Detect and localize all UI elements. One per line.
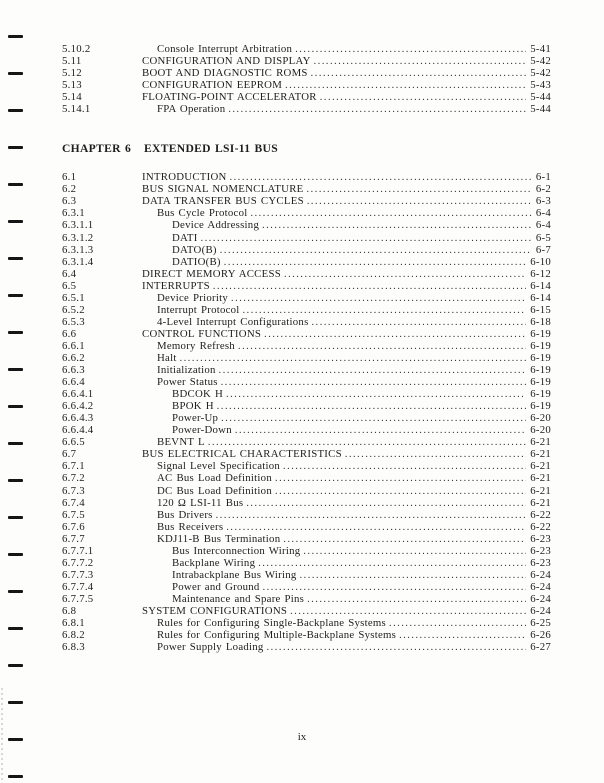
toc-entry-page: 6-20	[530, 412, 551, 425]
toc-row	[62, 436, 551, 448]
toc-entry-page: 6-24	[530, 592, 551, 605]
toc-row	[62, 545, 551, 557]
toc-entry-page: 6-23	[530, 556, 551, 569]
toc-entry-title: Device Addressing	[172, 219, 260, 232]
toc-entry-number: 6.6.3	[62, 364, 85, 377]
toc-row	[62, 593, 551, 605]
toc-entry-title: BPOK H	[172, 400, 214, 413]
toc-row	[62, 400, 551, 412]
toc-entry-page: 6-4	[535, 207, 551, 220]
toc-entry-title: Power-Down	[172, 424, 232, 437]
toc-entry-number: 6.7	[62, 448, 77, 461]
toc-entry-number: 6.7.7.4	[62, 580, 94, 593]
toc-row	[62, 232, 551, 244]
toc-entry-title: Signal Level Specification	[157, 460, 281, 473]
toc-row	[62, 605, 551, 617]
toc-entry-title: INTRODUCTION	[142, 171, 227, 184]
toc-entry-page: 6-21	[530, 460, 551, 473]
toc-entry-page: 6-21	[530, 448, 551, 461]
toc-row	[62, 207, 551, 219]
toc-row	[62, 485, 551, 497]
toc-entry-title: Halt	[157, 351, 177, 364]
toc-entry-number: 6.7.7.1	[62, 544, 94, 557]
toc-row	[62, 364, 551, 376]
toc-entry-page: 6-26	[530, 629, 551, 642]
toc-entry-page: 6-7	[535, 243, 551, 256]
toc-row	[62, 79, 551, 91]
toc-entry-number: 6.6.4.2	[62, 400, 94, 413]
toc-entry-title: Bus Interconnection Wiring	[172, 544, 301, 557]
toc-entry-number: 6.8	[62, 604, 77, 617]
toc-entry-number: 6.7.5	[62, 508, 85, 521]
toc-entry-number: 6.6.1	[62, 339, 85, 352]
toc-entry-title: DATA TRANSFER BUS CYCLES	[142, 195, 304, 208]
toc-entry-page: 6-21	[530, 472, 551, 485]
toc-entry-number: 5.10.2	[62, 43, 91, 55]
toc-entry-title: DATIO(B)	[172, 255, 221, 268]
toc-row	[62, 43, 551, 55]
toc-entry-page: 6-19	[530, 364, 551, 377]
toc-entry-title: Intrabackplane Bus Wiring	[172, 568, 297, 581]
toc-row	[62, 581, 551, 593]
toc-entry-title: BEVNT L	[157, 436, 205, 449]
toc-row	[62, 424, 551, 436]
toc-entry-number: 6.6	[62, 327, 77, 340]
binding-mark	[8, 590, 23, 593]
toc-entry-title: Initialization	[157, 364, 216, 377]
toc-entry-page: 6-1	[535, 171, 551, 184]
toc-entry-title: DATO(B)	[172, 243, 217, 256]
binding-mark	[8, 35, 23, 38]
toc-row	[62, 195, 551, 207]
binding-mark	[8, 405, 23, 408]
toc-row	[62, 617, 551, 629]
toc-entry-title: Power and Ground	[172, 580, 260, 593]
toc-entry-page: 6-22	[530, 508, 551, 521]
toc-sections	[62, 43, 551, 653]
toc-entry-title: CONFIGURATION EEPROM	[142, 79, 283, 92]
toc-entry-page: 6-25	[530, 617, 551, 630]
toc-entry-page: 6-24	[530, 580, 551, 593]
toc-entry-number: 6.6.4.4	[62, 424, 94, 437]
binding-mark	[8, 72, 23, 75]
binding-mark	[8, 109, 23, 112]
binding-mark	[8, 368, 23, 371]
toc-entry-number: 5.13	[62, 79, 82, 92]
toc-entry-title: Backplane Wiring	[172, 556, 256, 569]
toc-row	[62, 472, 551, 484]
toc-entry-title: Device Priority	[157, 291, 229, 304]
toc-entry-title: CONTROL FUNCTIONS	[142, 327, 262, 340]
toc-entry-title: AC Bus Load Definition	[157, 472, 272, 485]
toc-entry-title: Power-Up	[172, 412, 219, 425]
toc-row	[62, 171, 551, 183]
toc-entry	[142, 641, 551, 654]
binding-mark	[8, 331, 23, 334]
toc-entry-title: DC Bus Load Definition	[157, 484, 272, 497]
toc-entry-title: BOOT AND DIAGNOSTIC ROMS	[142, 67, 308, 80]
toc-entry-number: 6.3.1	[62, 207, 85, 220]
binding-mark	[8, 516, 23, 519]
toc-row	[62, 219, 551, 231]
chapter-label: CHAPTER 6	[62, 142, 132, 156]
toc-entry-number: 6.7.7.3	[62, 568, 94, 581]
toc-entry-number: 6.5.2	[62, 303, 85, 316]
toc-entry-number: 6.7.7.5	[62, 592, 94, 605]
toc-entry-page: 6-24	[530, 568, 551, 581]
toc-entry-title: Rules for Configuring Multiple-Backplane Systems	[157, 629, 397, 642]
chapter-heading	[62, 142, 551, 155]
toc-entry-title: BUS ELECTRICAL CHARACTERISTICS	[142, 448, 342, 461]
toc-entry-number: 5.14.1	[62, 103, 91, 116]
toc-entry-page: 6-19	[530, 327, 551, 340]
toc-entry-number: 6.6.4	[62, 376, 85, 389]
toc-entry-title: Rules for Configuring Single-Backplane Systems	[157, 617, 387, 630]
binding-mark	[8, 183, 23, 186]
toc-row	[62, 509, 551, 521]
toc-row	[62, 557, 551, 569]
toc-entry-title: Maintenance and Spare Pins	[172, 592, 305, 605]
toc-entry-number: 6.6.5	[62, 436, 85, 449]
toc-entry-page: 6-19	[530, 400, 551, 413]
toc-entry-page: 6-18	[530, 315, 551, 328]
toc-row	[62, 256, 551, 268]
binding-mark	[8, 775, 23, 778]
toc-row	[62, 55, 551, 67]
toc-entry-number: 5.12	[62, 67, 82, 80]
toc-entry-title: Bus Receivers	[157, 520, 224, 533]
toc-row	[62, 376, 551, 388]
toc-entry-page: 6-14	[530, 291, 551, 304]
toc-entry-page: 5-44	[530, 91, 551, 104]
toc-entry-page: 6-21	[530, 496, 551, 509]
toc-entry-title: Bus Drivers	[157, 508, 213, 521]
toc-row	[62, 629, 551, 641]
toc-entry-number: 6.7.2	[62, 472, 85, 485]
toc-entry-page: 6-15	[530, 303, 551, 316]
toc-entry-page: 5-42	[530, 55, 551, 68]
toc-entry	[142, 103, 551, 116]
toc-entry-number: 6.7.1	[62, 460, 85, 473]
toc-entry-page: 6-4	[535, 219, 551, 232]
toc-entry-number: 6.8.1	[62, 617, 85, 630]
toc-entry-number: 6.5	[62, 279, 77, 292]
toc-entry-page: 6-19	[530, 376, 551, 389]
toc-entry-number: 6.6.4.1	[62, 388, 94, 401]
toc-entry-number: 6.3	[62, 195, 77, 208]
toc-row	[62, 103, 551, 115]
toc-row	[62, 521, 551, 533]
binding-mark	[8, 257, 23, 260]
toc-entry-page: 6-14	[530, 279, 551, 292]
toc-entry-page: 6-10	[530, 255, 551, 268]
dot-leader	[267, 642, 527, 654]
toc-content	[62, 43, 551, 653]
binding-mark	[8, 479, 23, 482]
toc-entry-title: Power Status	[157, 376, 218, 389]
toc-entry-title: CONFIGURATION AND DISPLAY	[142, 55, 311, 68]
toc-row	[62, 569, 551, 581]
toc-entry-title: BUS SIGNAL NOMENCLATURE	[142, 183, 304, 196]
toc-entry-title: BDCOK H	[172, 388, 224, 401]
toc-entry-title: Power Supply Loading	[157, 641, 264, 654]
chapter-title: EXTENDED LSI-11 BUS	[144, 142, 278, 156]
toc-entry-number: 6.6.4.3	[62, 412, 94, 425]
binding-mark	[8, 553, 23, 556]
toc-row	[62, 304, 551, 316]
toc-entry-number: 6.3.1.2	[62, 231, 94, 244]
toc-entry-page: 6-19	[530, 339, 551, 352]
toc-entry-number: 6.7.7	[62, 532, 85, 545]
toc-entry-title: 4-Level Interrupt Configurations	[157, 315, 309, 328]
toc-entry-title: 120 Ω LSI-11 Bus	[157, 496, 244, 509]
page-number: ix	[297, 731, 307, 743]
toc-entry-page: 6-19	[530, 388, 551, 401]
toc-entry-title: FPA Operation	[157, 103, 226, 116]
toc-entry-number: 6.7.3	[62, 484, 85, 497]
toc-entry-page: 6-27	[530, 641, 551, 654]
toc-entry-title: Bus Cycle Protocol	[157, 207, 248, 220]
toc-row	[62, 448, 551, 460]
toc-entry-page: 5-42	[530, 67, 551, 80]
toc-entry-number: 6.6.2	[62, 351, 85, 364]
toc-entry-number: 6.5.1	[62, 291, 85, 304]
toc-entry-page: 6-12	[530, 267, 551, 280]
toc-entry-title: SYSTEM CONFIGURATIONS	[142, 604, 288, 617]
toc-row	[62, 280, 551, 292]
toc-entry-title: Console Interrupt Arbitration	[157, 43, 293, 55]
toc-entry-number: 6.8.2	[62, 629, 85, 642]
toc-entry-page: 5-43	[530, 79, 551, 92]
binding-mark	[8, 220, 23, 223]
toc-entry-title: KDJ11-B Bus Termination	[157, 532, 281, 545]
dot-leader	[228, 104, 526, 116]
toc-entry-number: 6.7.6	[62, 520, 85, 533]
toc-entry-title: DATI	[172, 231, 198, 244]
binding-mark	[8, 442, 23, 445]
toc-entry-page: 6-5	[535, 231, 551, 244]
toc-entry-number: 6.7.4	[62, 496, 85, 509]
toc-entry-page: 5-44	[530, 103, 551, 116]
toc-entry-title: Interrupt Protocol	[157, 303, 240, 316]
toc-row	[62, 388, 551, 400]
toc-row	[62, 67, 551, 79]
toc-entry-title: INTERRUPTS	[142, 279, 210, 292]
toc-entry-number: 6.3.1.1	[62, 219, 94, 232]
toc-row	[62, 497, 551, 509]
toc-entry-number: 6.3.1.4	[62, 255, 94, 268]
toc-row	[62, 292, 551, 304]
toc-entry-page: 6-23	[530, 532, 551, 545]
toc-row	[62, 268, 551, 280]
binding-mark	[8, 627, 23, 630]
toc-entry-number: 6.7.7.2	[62, 556, 94, 569]
toc-row	[62, 316, 551, 328]
toc-row	[62, 412, 551, 424]
toc-entry-page: 6-20	[530, 424, 551, 437]
binding-mark	[8, 701, 23, 704]
toc-row	[62, 460, 551, 472]
toc-entry-page: 6-19	[530, 351, 551, 364]
toc-row	[62, 91, 551, 103]
toc-entry-title: FLOATING-POINT ACCELERATOR	[142, 91, 317, 104]
toc-entry-page: 6-21	[530, 484, 551, 497]
toc-entry-number: 6.8.3	[62, 641, 85, 654]
toc-entry-page: 6-3	[535, 195, 551, 208]
toc-entry-number: 6.2	[62, 183, 77, 196]
toc-entry-page: 6-21	[530, 436, 551, 449]
toc-row	[62, 183, 551, 195]
binding-mark	[8, 294, 23, 297]
toc-entry-page: 6-23	[530, 544, 551, 557]
toc-entry-page: 6-2	[535, 183, 551, 196]
toc-section	[62, 142, 551, 653]
toc-entry-page: 6-22	[530, 520, 551, 533]
toc-row	[62, 244, 551, 256]
binding-mark	[8, 146, 23, 149]
toc-entry-number: 5.14	[62, 91, 82, 104]
toc-entry-number: 6.1	[62, 171, 77, 184]
toc-entry-title: Memory Refresh	[157, 339, 235, 352]
toc-entry-number: 6.4	[62, 267, 77, 280]
toc-entry-number: 6.3.1.3	[62, 243, 94, 256]
binding-mark	[8, 664, 23, 667]
toc-entry-number: 6.5.3	[62, 315, 85, 328]
toc-entry-page: 5-41	[530, 43, 551, 55]
toc-row	[62, 352, 551, 364]
toc-entry-number: 5.11	[62, 55, 82, 68]
toc-section	[62, 43, 551, 115]
toc-entry-page: 6-24	[530, 604, 551, 617]
toc-row	[62, 533, 551, 545]
toc-entry-title: DIRECT MEMORY ACCESS	[142, 267, 281, 280]
toc-row	[62, 328, 551, 340]
toc-row	[62, 340, 551, 352]
toc-row	[62, 641, 551, 653]
